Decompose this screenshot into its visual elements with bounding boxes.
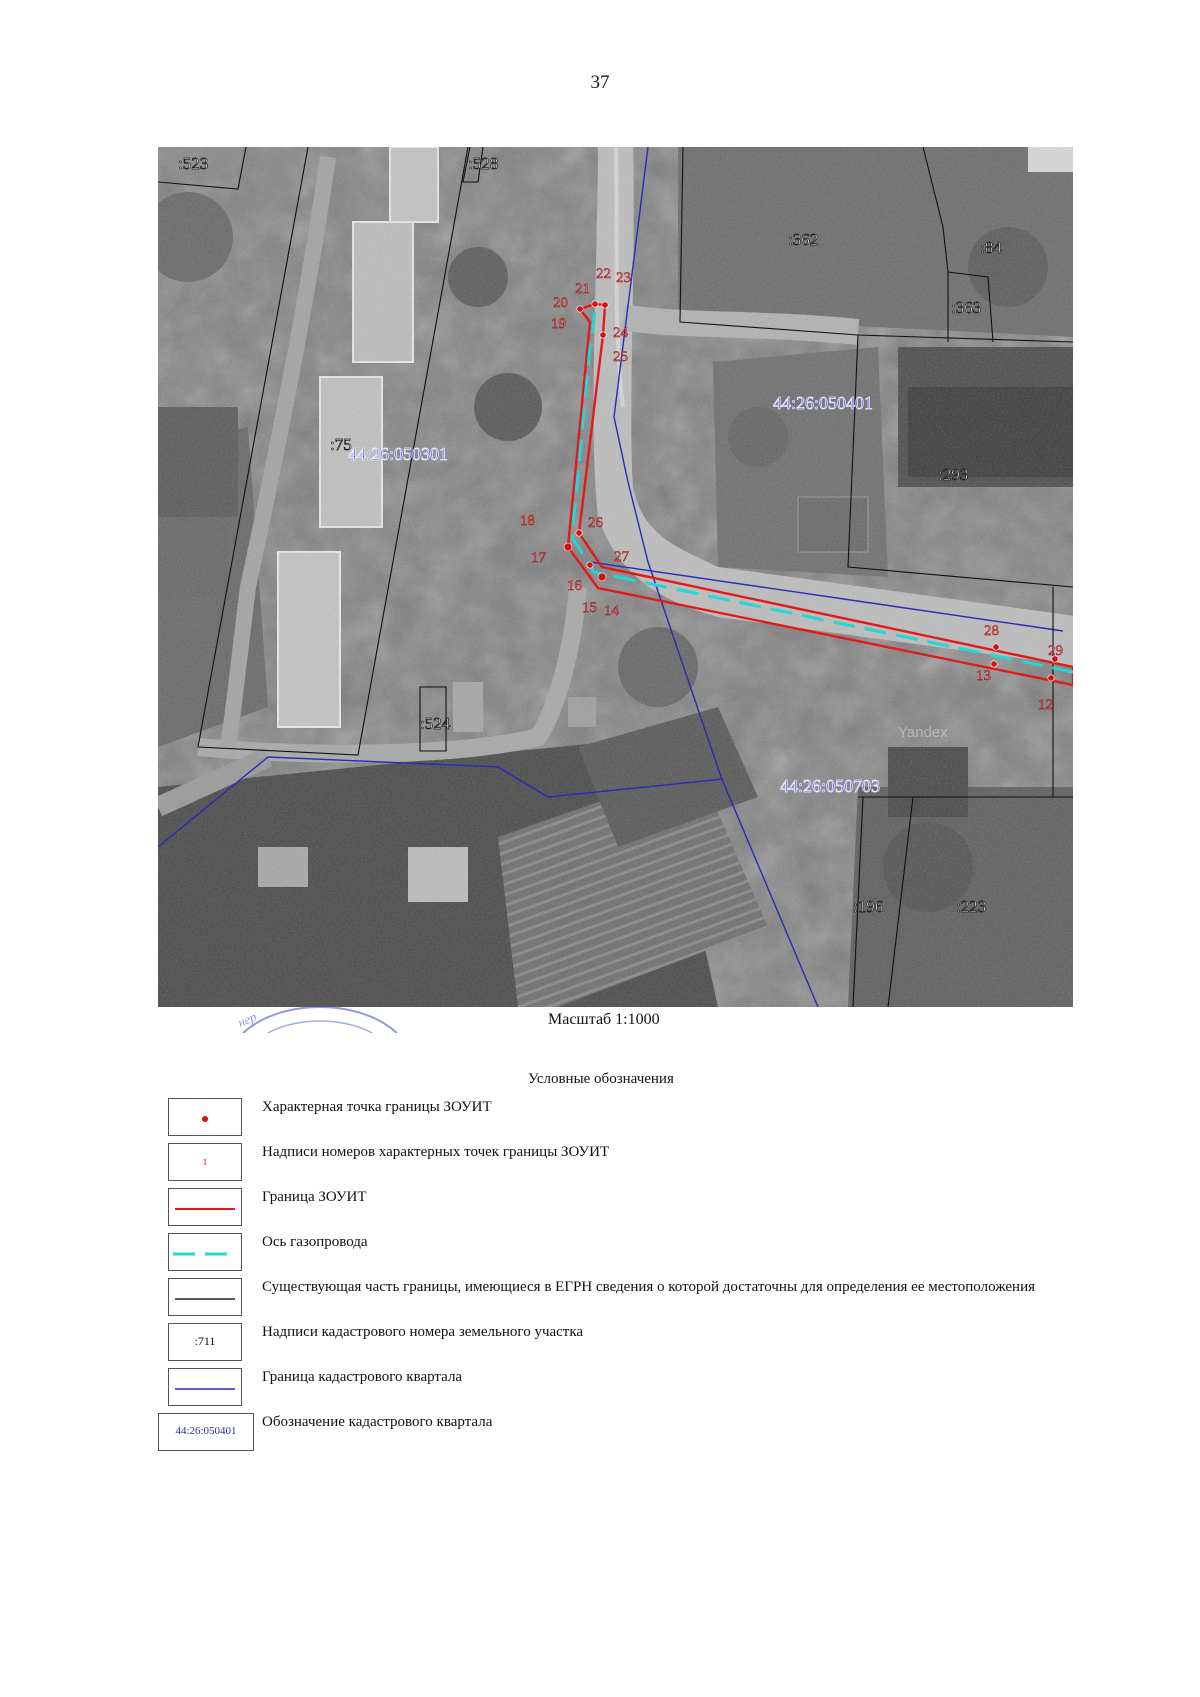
point-label: 21	[575, 281, 590, 297]
legend-text: Граница ЗОУИТ	[262, 1189, 367, 1205]
point-label: 26	[588, 515, 603, 531]
map-scale: Масштаб 1:1000	[548, 1011, 660, 1028]
parcel-label: :196	[853, 897, 884, 916]
point-label: 12	[1038, 697, 1053, 713]
legend-text: Обозначение кадастрового квартала	[262, 1414, 493, 1430]
point-label: 29	[1048, 643, 1063, 659]
parcel-label: :293	[938, 465, 969, 484]
legend-title: Условные обозначения	[528, 1071, 674, 1087]
parcel-label: :223	[956, 897, 987, 916]
point-label: 20	[553, 295, 568, 311]
legend-text: Надписи номеров характерных точек границы ЗОУИТ	[262, 1144, 610, 1160]
seal-stamp	[220, 1003, 420, 1033]
legend-symbol	[168, 1143, 242, 1181]
parcel-label: :524	[420, 714, 451, 733]
legend-symbol	[158, 1413, 254, 1451]
point-label: 18	[520, 513, 535, 529]
point-label: 17	[531, 550, 546, 566]
point-label: 28	[984, 623, 999, 639]
point-label: 27	[614, 549, 629, 565]
legend-text: Граница кадастрового квартала	[262, 1369, 463, 1385]
quarter-label: 44:26:050401	[773, 393, 874, 413]
legend-symbol	[168, 1323, 242, 1361]
point-label: 15	[582, 600, 597, 616]
legend-symbol	[168, 1278, 242, 1316]
legend-symbol	[168, 1368, 242, 1406]
quarter-label: 44:26:050301	[348, 444, 449, 464]
parcel-label: :523	[178, 154, 209, 173]
point-label: 14	[604, 603, 619, 619]
parcel-label: :84	[980, 238, 1002, 257]
legend-symbol	[168, 1188, 242, 1226]
page-number: 37	[590, 72, 610, 93]
point-label: 16	[567, 578, 582, 594]
point-label: 25	[613, 349, 628, 365]
quarter-label: 44:26:050703	[780, 776, 881, 796]
legend-text: Характерная точка границы ЗОУИТ	[262, 1099, 492, 1115]
legend-symbol	[168, 1098, 242, 1136]
stamp-text: нер	[235, 1008, 259, 1030]
point-label: 13	[976, 668, 991, 684]
parcel-label: :362	[788, 230, 819, 249]
point-label: 19	[551, 316, 566, 332]
legend-text: Надписи кадастрового номера земельного участка	[262, 1324, 584, 1340]
legend-symbol-label: 1	[202, 1157, 208, 1167]
legend-symbol-label: :711	[194, 1334, 216, 1348]
legend-text: Ось газопровода	[262, 1234, 368, 1250]
point-label: 24	[613, 325, 628, 341]
parcel-label: :75	[330, 435, 352, 454]
point-label: 23	[616, 270, 631, 286]
cadastral-map	[158, 147, 1073, 1007]
legend-text: Существующая часть границы, имеющиеся в ЕГРН сведения о которой достаточны для определения ее местоположения	[262, 1279, 1035, 1295]
legend-symbol-label: 44:26:050401	[175, 1425, 237, 1437]
map-canvas	[158, 147, 1073, 1007]
parcel-label: :528	[468, 154, 499, 173]
yandex-watermark: Yandex	[898, 724, 948, 741]
legend-symbol	[168, 1233, 242, 1271]
parcel-label: :363	[951, 298, 982, 317]
point-label: 22	[596, 266, 611, 282]
